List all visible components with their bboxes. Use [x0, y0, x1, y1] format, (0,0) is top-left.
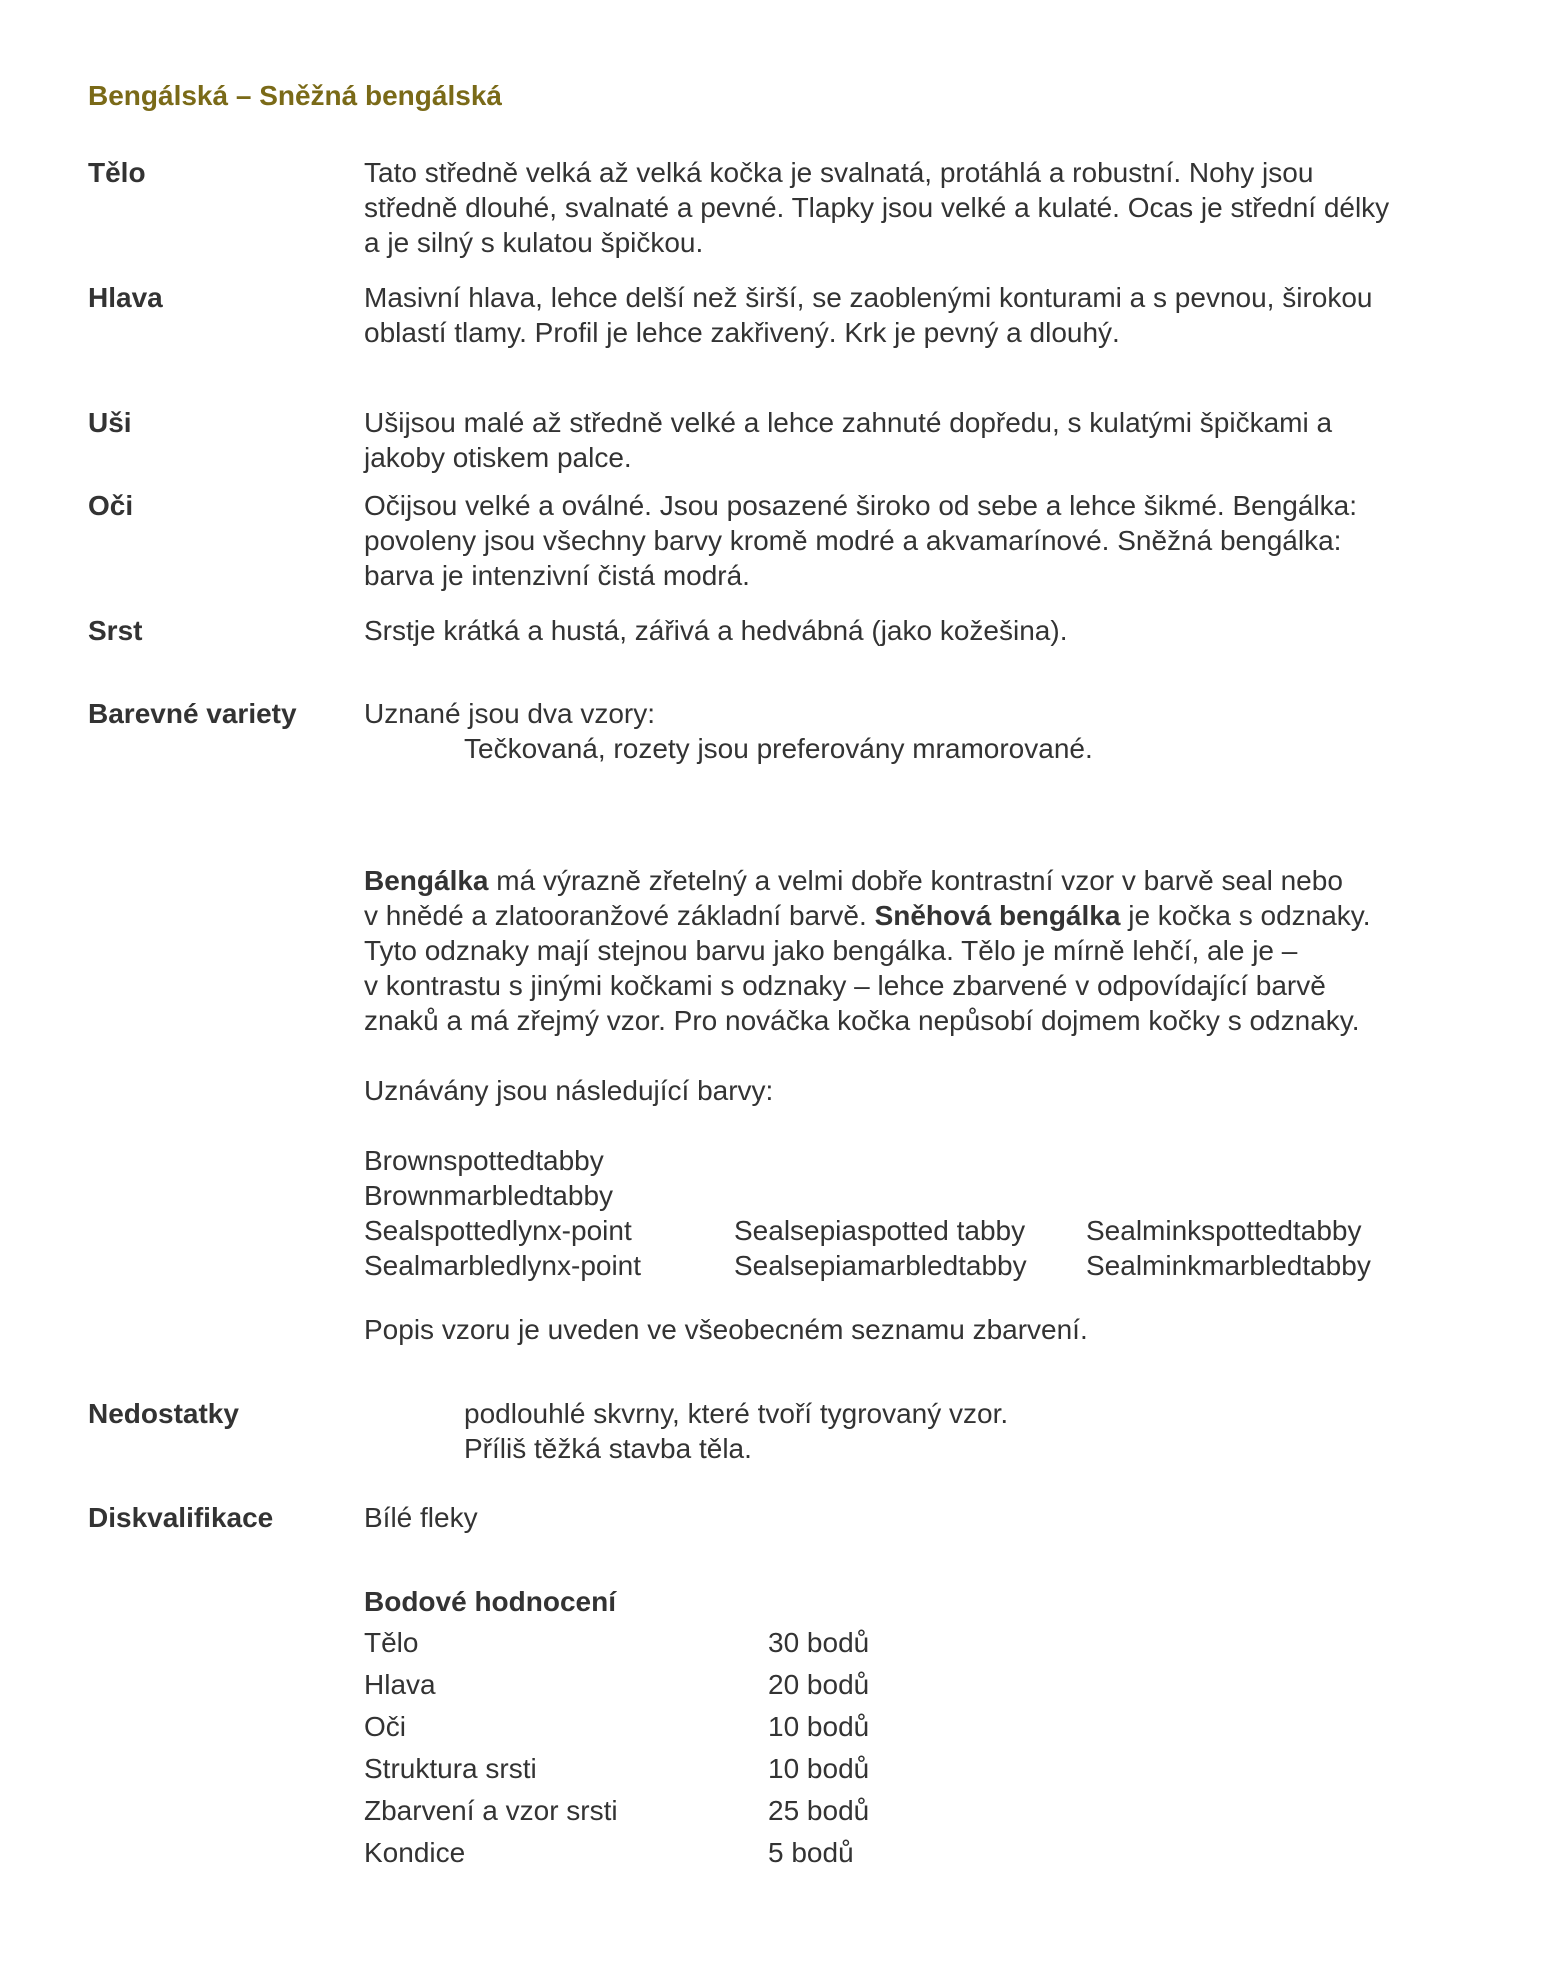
variety-intro: Uznané jsou dva vzory:: [364, 698, 656, 729]
text-line: středně dlouhé, svalnaté a pevné. Tlapky jsou velké a kulaté. Ocas je střední délky: [364, 192, 1390, 223]
score-name: Zbarvení a vzor srsti: [364, 1795, 618, 1826]
score-points: 10 bodů: [768, 1753, 870, 1784]
score-points: 5 bodů: [768, 1837, 854, 1868]
label-hlava: Hlava: [88, 282, 163, 313]
color-item: Sealminkspottedtabby: [1086, 1215, 1362, 1246]
desc-text: má výrazně zřetelný a velmi dobře kontrastní vzor v barvě seal nebo: [488, 865, 1343, 896]
text-nedostatky: [364, 1396, 1504, 1466]
score-points: 25 bodů: [768, 1795, 870, 1826]
color-item: Sealmarbledlynx-point: [364, 1250, 642, 1281]
label-telo: Tělo: [88, 157, 146, 188]
desc-text: je kočka s odznaky.: [1120, 900, 1371, 931]
scoring-names: [364, 1622, 618, 1874]
text-line: Srstje krátká a hustá, zářivá a hedvábná (jako kožešina).: [364, 615, 1068, 646]
label-srst: Srst: [88, 615, 143, 646]
score-points: 20 bodů: [768, 1669, 870, 1700]
color-item: Sealminkmarbledtabby: [1086, 1250, 1371, 1281]
desc-line: Tyto odznaky mají stejnou barvu jako bengálka. Tělo je mírně lehčí, ale je –: [364, 935, 1298, 966]
desc-line: znaků a má zřejmý vzor. Pro nováčka kočka nepůsobí dojmem kočky s odznaky.: [364, 1005, 1360, 1036]
desc-text: v hnědé a zlatooranžové základní barvě.: [364, 900, 875, 931]
label-usi: Uši: [88, 407, 132, 438]
text-line: a je silný s kulatou špičkou.: [364, 227, 704, 258]
text-srst: [364, 613, 1504, 648]
score-points: 10 bodů: [768, 1711, 870, 1742]
text-line: jakoby otiskem palce.: [364, 442, 632, 473]
text-line: podlouhlé skvrny, které tvoří tygrovaný vzor.: [464, 1398, 1009, 1429]
scoring-points: [768, 1622, 869, 1874]
score-name: Kondice: [364, 1837, 466, 1868]
desc-line: [364, 898, 1504, 933]
text-line: povoleny jsou všechny barvy kromě modré a akvamarínové. Sněžná bengálka:: [364, 525, 1342, 556]
text-telo: [364, 155, 1504, 260]
desc-line: v kontrastu s jinými kočkami s odznaky – lehce zbarvené v odpovídající barvě: [364, 970, 1326, 1001]
score-name: Hlava: [364, 1669, 436, 1700]
colors-intro-text: Uznávány jsou následující barvy:: [364, 1075, 774, 1106]
score-name: Struktura srsti: [364, 1753, 537, 1784]
colors-intro: [364, 1073, 1504, 1108]
text-line: Ušijsou malé až středně velké a lehce zahnuté dopředu, s kulatými špičkami a: [364, 407, 1333, 438]
score-name: Oči: [364, 1711, 406, 1742]
page-title: Bengálská – Sněžná bengálská: [88, 80, 502, 111]
text-usi: [364, 405, 1504, 475]
scoring-title: [364, 1584, 1504, 1619]
snehova-bold: Sněhová bengálka: [874, 900, 1121, 931]
text-hlava: [364, 280, 1504, 350]
bengalka-bold: Bengálka: [364, 865, 489, 896]
variety-description: [364, 863, 1504, 1038]
text-line: Příliš těžká stavba těla.: [464, 1433, 752, 1464]
text-variety-intro: [364, 696, 1504, 766]
text-line: oblastí tlamy. Profil je lehce zakřivený. Krk je pevný a dlouhý.: [364, 317, 1120, 348]
text-oci: [364, 488, 1504, 593]
scoring-title-text: Bodové hodnocení: [364, 1586, 616, 1617]
text-line: Masivní hlava, lehce delší než širší, se zaoblenými konturami a s pevnou, širokou: [364, 282, 1373, 313]
score-points: 30 bodů: [768, 1627, 870, 1658]
color-item: Sealspottedlynx-point: [364, 1215, 632, 1246]
diskvalifikace-text: Bílé fleky: [364, 1502, 478, 1533]
colors-col2: [734, 1213, 1027, 1283]
color-item: Brownspottedtabby: [364, 1145, 604, 1176]
color-item: Sealsepiamarbledtabby: [734, 1250, 1027, 1281]
color-item: Brownmarbledtabby: [364, 1180, 614, 1211]
variety-patterns: Tečkovaná, rozety jsou preferovány mramorované.: [464, 733, 1093, 764]
colors-col1: [364, 1143, 641, 1283]
pattern-note: [364, 1312, 1504, 1347]
label-variety: Barevné variety: [88, 698, 297, 729]
label-diskvalifikace: Diskvalifikace: [88, 1502, 274, 1533]
pattern-note-text: Popis vzoru je uveden ve všeobecném seznamu zbarvení.: [364, 1314, 1088, 1345]
desc-line: [364, 863, 1504, 898]
text-line: Tato středně velká až velká kočka je svalnatá, protáhlá a robustní. Nohy jsou: [364, 157, 1314, 188]
text-diskvalifikace: [364, 1500, 1504, 1535]
text-line: barva je intenzivní čistá modrá.: [364, 560, 750, 591]
colors-col3: [1086, 1213, 1371, 1283]
label-nedostatky: Nedostatky: [88, 1398, 239, 1429]
score-name: Tělo: [364, 1627, 419, 1658]
text-line: Očijsou velké a oválné. Jsou posazené široko od sebe a lehce šikmé. Bengálka:: [364, 490, 1358, 521]
label-oci: Oči: [88, 490, 134, 521]
color-item: Sealsepiaspotted tabby: [734, 1215, 1026, 1246]
